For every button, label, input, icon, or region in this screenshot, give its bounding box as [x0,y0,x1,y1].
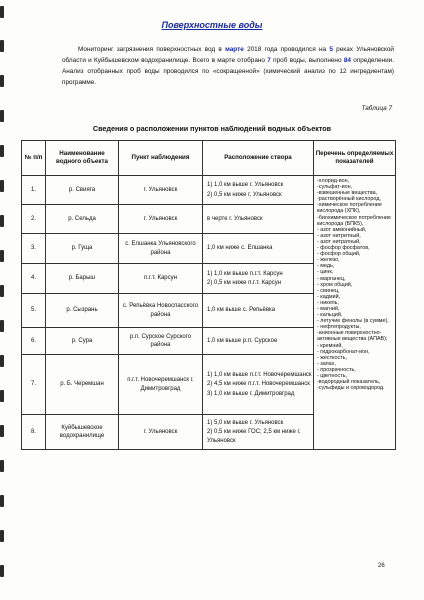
indicator-item: -химическое потребление кислорода (ХПК), [317,202,382,215]
location-line: 1) 1,0 км выше г. Ульяновск [207,182,284,189]
indicator-item: - нефтепродукты, [317,324,361,331]
location-line: 3) 1,0 км выше г. Димитровград [207,390,295,397]
indicator-item: - цветность, [317,373,347,379]
row-number: 2. [22,205,46,234]
indicator-item: - жесткость, [317,354,347,361]
row-number: 8. [22,415,46,450]
header-point: Пункт наблюдения [119,141,203,176]
indicator-item: - никель, [317,299,339,306]
indicator-item: - запах, [317,360,336,367]
indicator-item: - гидрокарбонат-ион, [317,348,370,355]
section-location [203,355,314,415]
section-location [203,205,314,234]
observation-point: п.г.т. Новочеремшанск г. Димитровград [119,355,203,415]
month-highlight: марте [225,46,244,53]
water-object-name: р. Б. Черемшан [46,355,119,415]
indicator-item: - фосфор фосфатов, [317,245,370,252]
location-line: 1) 1,0 км выше п.г.т. Карсун [207,270,283,277]
indicator-item: -взвешенные вещества, [317,190,378,197]
section-location [203,328,314,355]
indicator-item: - кадмий, [317,293,341,300]
indicator-item: - летучие фенолы (в сумме), [317,318,389,325]
table-title: Сведения о расположении пунктов наблюдений водных объектов [92,124,332,133]
indicator-item: - азот нитритный, [317,232,361,239]
indicator-item: - свинец, [317,287,340,294]
indicators-list [314,176,396,450]
row-number: 4. [22,264,46,294]
stations-table [21,140,396,450]
observation-point: р.п. Сурское Сурского района [119,328,203,355]
indicator-item: -сульфиды и сероводород. [317,385,385,392]
row-number: 1. [22,176,46,205]
water-object-name: р. Барыш [46,264,119,294]
section-location [203,294,314,328]
location-line: 1,0 км выше р.п. Сурское [207,337,278,344]
section-location [203,176,314,205]
determinations-highlight: 84 [343,56,351,64]
section-title: Поверхностные воды [161,20,263,30]
indicator-item: - азот аммонийный, [317,226,367,233]
indicator-item: -сульфат-ион, [317,184,353,191]
water-object-name: Куйбышевское водохранилище [46,415,119,450]
header-indicators: Перечень определяемых показателей [314,141,396,176]
row-number: 7. [22,355,46,415]
header-object: Наименование водного объекта [46,141,119,176]
row-number: 3. [22,234,46,264]
indicator-item: -растворённый кислород, [317,196,381,203]
table-header-row [22,141,396,176]
observation-point: г. Ульяновск [119,205,203,234]
location-line: в черте г. Ульяновск [207,215,263,222]
header-num: № п/п [22,141,46,176]
table-number: Таблица 7 [361,105,392,112]
water-object-name: р. Свияга [46,176,119,205]
indicator-item: -анионные поверхностно-активные вещества (АПАВ); [317,330,388,343]
section-location [203,264,314,294]
indicator-item: -хлорид-ион, [317,178,350,184]
row-number: 6. [22,328,46,355]
water-object-name: р. Гуща [46,234,119,264]
section-location [203,415,314,450]
binder-holes [0,0,4,600]
header-location: Расположение створа [203,141,314,176]
indicator-item: - кремний, [317,342,343,349]
indicator-item: - прозрачность, [317,366,356,373]
table-row [22,176,396,205]
location-line: 1) 1,0 км выше п.г.т. Новочеремшанск [207,372,312,379]
indicator-item: -водородный показатель, [317,379,381,386]
observation-point: п.г.т. Карсун [119,264,203,294]
water-object-name: р. Сельда [46,205,119,234]
observation-point: с. Елшанка Ульяновского района [119,234,203,264]
intro-paragraph: Мониторинг загрязнения поверхностных вод в марте 2018 года проводился на 5 реках Ульяновской области и Куйбышевском водохранилище. Всего в марте отобрано 7 проб воды, выполнено 84 определении. Анализ отобранных проб воды проводился по «сокращенной» (химический анализ по 12 ингредиентам) программе. [62,46,394,86]
indicator-item: - азот нитратный, [317,238,361,245]
indicator-item: - железо, [317,257,340,264]
samples-highlight: 7 [267,56,271,64]
indicator-item: - магний, [317,305,340,312]
rivers-count-highlight: 5 [329,46,333,53]
indicator-item: - фосфор общий, [317,251,361,258]
observation-point: г. Ульяновск [119,415,203,450]
observation-point: с. Репьёвка Новоспасского района [119,294,203,328]
location-line: 1) 5,0 км выше г. Ульяновск [207,420,284,427]
location-line: 1,0 км выше с. Репьёвка [207,307,276,314]
row-number: 5. [22,294,46,328]
water-object-name: р. Сура [46,328,119,355]
location-line: 1,0 км ниже с. Елшанка [207,245,273,252]
section-location [203,234,314,264]
page-number: 26 [378,563,385,569]
indicator-item: - медь, [317,263,335,270]
indicator-item: - хром общий, [317,281,353,288]
indicator-item: -биохимическое потребление кислорода (БПК5), [317,214,391,227]
location-line: 2) 0,5 км ниже г. Ульяновск [207,191,282,198]
location-line: 2) 0,5 км ниже ГОС; 2,5 км ниже г. Ульяновск [207,429,301,444]
water-object-name: р. Сызрань [46,294,119,328]
location-line: 2) 4,5 км ниже п.г.т. Новочеремшанск [207,381,310,388]
indicator-item: - цинк, [317,269,334,276]
indicator-item: - кальций, [317,312,343,319]
indicator-item: - марганец, [317,275,346,282]
location-line: 2) 0,5 км ниже п.г.т. Карсун [207,280,282,286]
observation-point: г. Ульяновск [119,176,203,205]
